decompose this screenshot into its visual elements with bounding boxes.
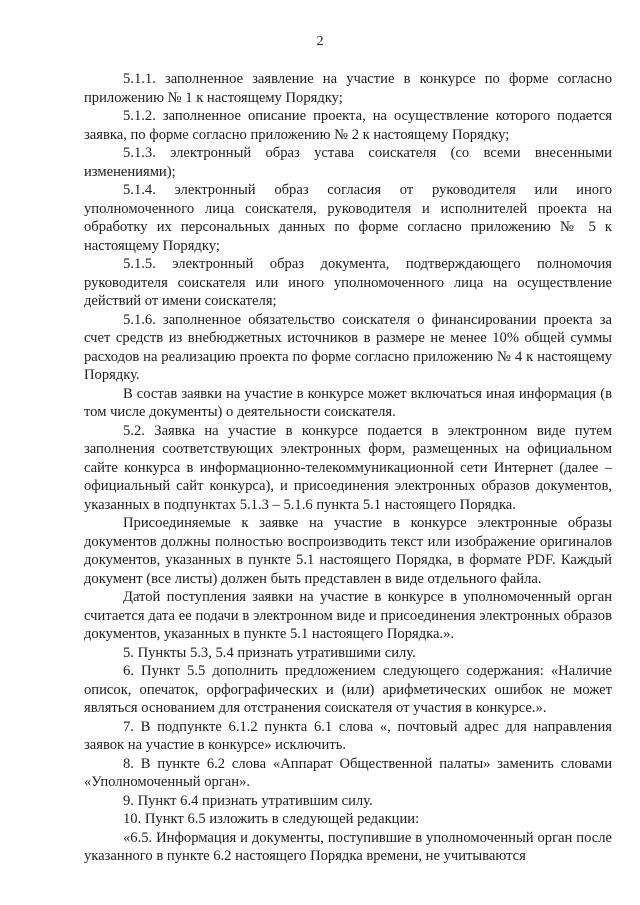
paragraph-other-info: В состав заявки на участие в конкурсе может включаться иная информация (в том числе документы) о деятельности соискателя. <box>84 385 612 420</box>
paragraph-item-10: 10. Пункт 6.5 изложить в следующей редакции: <box>123 811 420 827</box>
paragraph-5-1-5: 5.1.5. электронный образ документа, подтверждающего полномочия руководителя соискателя или иного уполномоченного лица на осуществление действий от имени соискателя; <box>84 256 612 309</box>
paragraph-item-5: 5. Пункты 5.3, 5.4 признать утратившими силу. <box>123 644 416 661</box>
paragraph-5-1-1: 5.1.1. заполненное заявление на участие в конкурсе по форме согласно приложению № 1 к настоящему Порядку; <box>84 71 612 106</box>
paragraph-6-5: «6.5. Информация и документы, поступившие в уполномоченный орган после указанного в пункте 6.2 настоящего Порядка времени, не учитываются <box>84 829 612 864</box>
paragraph-submission-date: Датой поступления заявки на участие в конкурсе в уполномоченный орган считается дата ее подачи в электронном виде и присоединения электронных образов документов, указанных в пункте 5.1 настоящего Порядка.». <box>84 589 612 642</box>
paragraph-item-6: 6. Пункт 5.5 дополнить предложением следующего содержания: «Наличие описок, опечаток, орфографических и (или) арифметических ошибок не может являться основанием для отстранения соискателя от участия в конкурсе.». <box>84 663 612 716</box>
paragraph-5-2: 5.2. Заявка на участие в конкурсе подается в электронном виде путем заполнения соответствующих электронных форм, размещенных на официальном сайте конкурса в информационно-телекоммуникационной сети Интернет (далее – официальный сайт конкурса), и присоединения электронных образов документов, указанных в подпунктах 5.1.3 – 5.1.6 пункта 5.1 настоящего Порядка. <box>84 422 612 513</box>
paragraph-5-1-4: 5.1.4. электронный образ согласия от руководителя или иного уполномоченного лица соискателя, руководителя и исполнителей проекта на обработку их персональных данных по форме согласно приложению № 5 к настоящему Порядку; <box>84 182 612 254</box>
paragraph-item-9: 9. Пункт 6.4 признать утратившим силу. <box>123 792 373 809</box>
paragraph-5-1-6: 5.1.6. заполненное обязательство соискателя о финансировании проекта за счет средств из внебюджетных источников в размере не менее 10% общей суммы расходов на реализацию проекта по форме согласно приложению № 4 к настоящему Порядку. <box>84 311 612 383</box>
paragraph-attached-documents: Присоединяемые к заявке на участие в конкурсе электронные образы документов должны полностью воспроизводить текст или изображение оригиналов документов, указанных в пункте 5.1 настоящего Порядка, в формате PDF. Каждый документ (все листы) должен быть представлен в виде отдельного файла. <box>84 515 612 587</box>
document-body <box>84 70 612 866</box>
paragraph-item-8: 8. В пункте 6.2 слова «Аппарат Общественной палаты» заменить словами «Уполномоченный орган». <box>84 755 612 790</box>
paragraph-item-7: 7. В подпункте 6.1.2 пункта 6.1 слова «, почтовый адрес для направления заявок на участие в конкурсе» исключить. <box>84 718 612 753</box>
paragraph-5-1-3: 5.1.3. электронный образ устава соискателя (со всеми внесенными изменениями); <box>84 145 612 180</box>
paragraph-5-1-2: 5.1.2. заполненное описание проекта, на осуществление которого подается заявка, по форме согласно приложению № 2 к настоящему Порядку; <box>84 108 612 143</box>
page-number: 2 <box>316 34 324 49</box>
